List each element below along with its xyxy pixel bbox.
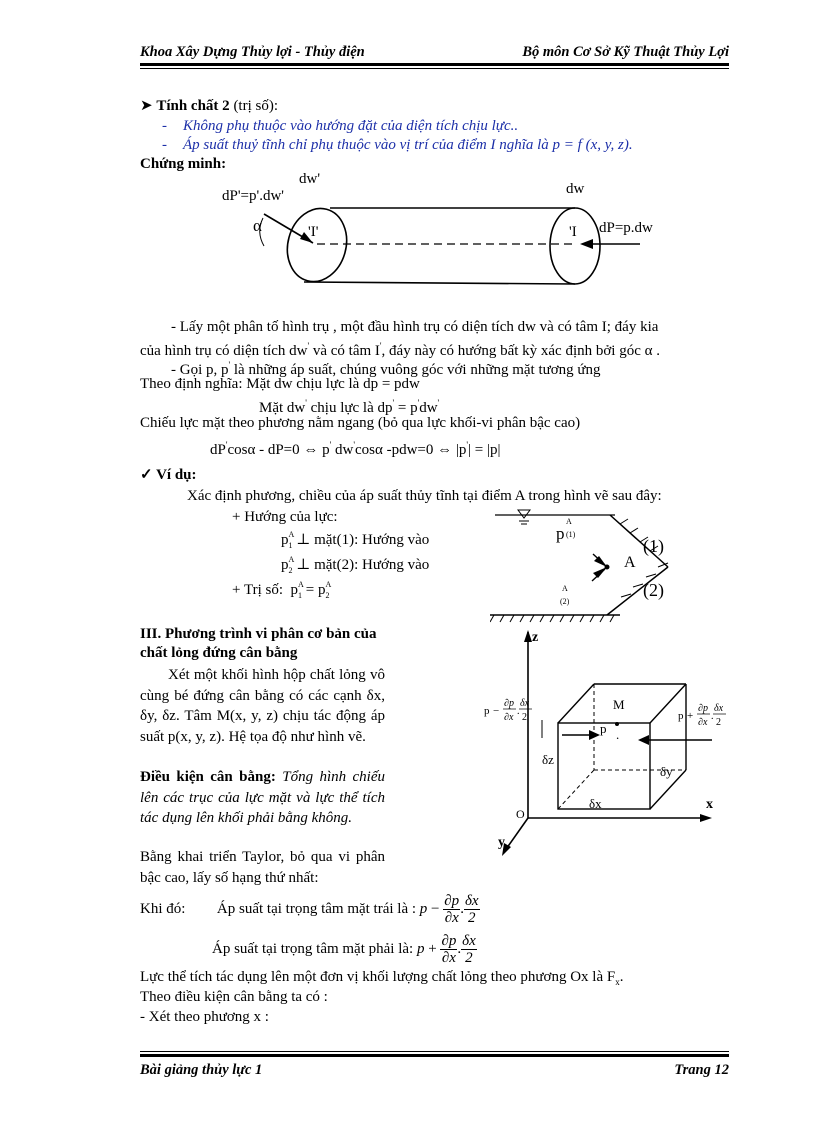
balance-text: Theo điều kiện cân bằng ta có : [140,989,328,1005]
svg-text:(2): (2) [560,597,570,606]
section-3-para-1: Xét một khối hình hộp chất lỏng vô cùng bé đứng cân bằng có các cạnh δx, δy, δz. Tâm M(x, y, z) chịu tác động áp suất p(x, y, z). Hệ tọa độ như hình vẽ. [140,667,385,745]
para-3: Theo định nghĩa: Mặt dw chịu lực là dp = pdw [140,376,420,392]
fig-label-2: (2) [643,580,664,600]
example-magnitude: + Trị số: p A 1 = p A 2 [232,580,332,600]
svg-text:p: p [484,705,490,717]
svg-text:∂p: ∂p [698,703,708,714]
label-alpha: α [253,216,262,235]
property-bullet-2: - Áp suất thuỷ tĩnh chỉ phụ thuộc vào vị trí của điểm I nghĩa là p = f (x, y, z). [162,137,633,153]
para-1a: - Lấy một phân tố hình trụ , một đầu hình trụ có diện tích dw và có tâm I; đáy kia [171,319,659,335]
svg-text:.: . [517,706,520,717]
equation-1: dP'cosα - dP=0 ⇔ p' dw'cosα -pdw=0 ⇔ |p'| = |p| [210,440,501,458]
header-left: Khoa Xây Dựng Thủy lợi - Thủy điện [140,44,365,60]
fig-label-1: (1) [643,536,664,556]
footer-right: Trang 12 [674,1062,729,1078]
fig-pA: p [556,524,565,543]
svg-text:∂x: ∂x [504,712,514,723]
example-task: Xác định phương, chiều của áp suất thủy tĩnh tại điểm A trong hình vẽ sau đây: [187,488,662,504]
example-diagram [490,505,730,630]
arrow-bullet-icon: ➤ [140,98,153,114]
footer-rule-thick [140,1054,729,1057]
footer-left: Bài giảng thủy lực 1 [140,1062,263,1078]
check-icon: ✓ [140,467,153,483]
fig-label-A: A [624,554,636,571]
label-dP: dP=p.dw [599,220,653,236]
header-rule-thick [140,63,729,66]
property-title: Tính chất 2 [156,98,230,114]
formula-right-face: Áp suất tại trọng tâm mặt phải là: p + $\frac{\partial p}{\partial x}$ . $\frac{\delta x}{2}$ [212,933,476,966]
cylinder-diagram [200,160,680,290]
example-row-1: p A 1 ⊥ mặt(1): Hướng vào [281,530,430,550]
svg-text:O: O [516,807,525,821]
label-dP-prime: dP'=p'.dw' [222,188,284,204]
bottom-hatching [490,615,614,622]
svg-text:A: A [562,584,568,593]
water-level-icon [518,510,530,518]
svg-text:∂x: ∂x [698,717,708,728]
section-3-title: III. Phương trình vi phân cơ bản của chất lỏng đứng cân bằng [140,626,377,661]
cylinder-bottom-edge [304,282,575,284]
para-2: - Gọi p, p' là những áp suất, chúng vuông góc với những mặt tương ứng [171,360,601,378]
center-M [615,722,619,726]
example-heading: ✓ Ví dụ: [140,467,197,483]
svg-text:M: M [613,697,625,712]
svg-text:.: . [711,711,714,722]
svg-text:+: + [687,710,694,722]
label-dw: dw [566,181,585,197]
svg-text:y: y [498,835,505,850]
para-5: Chiếu lực mặt theo phương nằm ngang (bỏ qua lực khối-vi phân bậc cao) [140,415,581,431]
svg-text:δx: δx [520,698,530,709]
svg-text:δz: δz [542,752,554,767]
header-rule-thin [140,68,729,69]
cylinder-left-face [279,202,354,288]
proof-heading: Chứng minh: [140,156,227,172]
section-3-condition: Điều kiện cân bằng: Tổng hình chiếu lên các trục của lực mặt và lực thể tích tác dụng lên khối phải bằng không. [140,769,385,827]
svg-text:δx: δx [589,796,602,811]
property-title-suffix: (trị số): [229,98,279,114]
svg-text:−: − [493,705,500,717]
svg-text:.: . [616,727,620,742]
example-row-2: p A 2 ⊥ mặt(2): Hướng vào [281,555,430,575]
svg-text:x: x [706,797,713,812]
body-force-text: Lực thể tích tác dụng lên một đơn vị khối lượng chất lỏng theo phương Ox là $F_x$. [140,969,624,987]
svg-text:p: p [600,721,607,736]
formula-left-face: Khi đó: Áp suất tại trọng tâm mặt trái là : p − $\frac{\partial p}{\partial x}$ . $\frac{\delta x}{2}$ [140,893,479,926]
svg-text:2: 2 [716,717,721,728]
property-heading [140,97,278,115]
para-4: Mặt dw' chịu lực là dp' = p'dw' [259,398,440,416]
x-direction-text: - Xét theo phương x : [140,1009,269,1025]
svg-text:δx: δx [714,703,724,714]
svg-text:A: A [566,517,572,526]
label-dw-prime: dw' [299,171,321,187]
box-diagram [480,628,730,858]
svg-text:∂p: ∂p [504,698,514,709]
svg-text:z: z [532,630,539,645]
para-1b: của hình trụ có diện tích dw' và có tâm I', đáy này có hướng bất kỳ xác định bởi góc α . [140,341,660,359]
svg-text:2: 2 [522,712,527,723]
example-direction: + Hướng của lực: [232,509,338,525]
section-3-taylor: Bằng khai triển Taylor, bỏ qua vi phân bậc cao, lấy số hạng thứ nhất: [140,849,385,886]
svg-text:δy: δy [660,764,673,779]
footer-rule-thin [140,1051,729,1052]
label-I: 'I [569,224,577,240]
svg-text:(1): (1) [566,530,576,539]
svg-text:p: p [678,710,684,722]
header-right: Bộ môn Cơ Sở Kỹ Thuật Thủy Lợi [522,44,729,60]
property-bullet-1: - Không phụ thuộc vào hướng đặt của diện tích chịu lực.. [162,118,519,134]
label-I-prime: 'I' [308,224,319,240]
force-arrowhead-right [580,239,593,249]
